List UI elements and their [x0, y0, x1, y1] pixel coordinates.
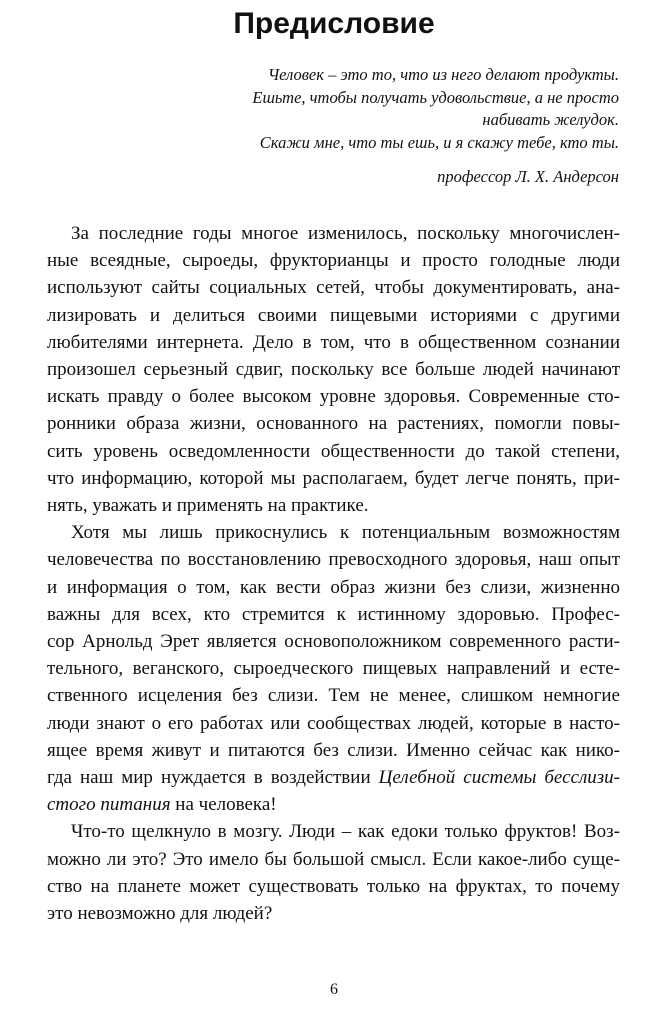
text-line: что информацию, которой мы располагаем, будет легче понять, при- [47, 467, 620, 489]
text-line [47, 791, 620, 818]
text-line: сить уровень осведомленности общественности до такой степени, [47, 440, 620, 462]
epigraph-line: набивать желудок. [482, 110, 619, 129]
paragraph-3 [47, 818, 620, 927]
text-normal: на человека! [170, 794, 277, 816]
paragraph-1 [47, 220, 620, 519]
text-line: сор Арнольд Эрет является основоположником современного расти- [47, 631, 620, 653]
text-line [47, 764, 620, 791]
text-line: это невозможно для людей? [47, 903, 273, 925]
paragraph-2 [47, 519, 620, 818]
body-text [47, 220, 620, 927]
epigraph-author: профессор Л. Х. Андерсон [437, 167, 619, 186]
text-line: люди знают о его работах или сообществах людей, которые в насто- [47, 712, 620, 734]
epigraph-line: Скажи мне, что ты ешь, и я скажу тебе, кто ты. [259, 132, 619, 152]
text-line: лизировать и делиться своими пищевыми историями с другими [47, 304, 620, 326]
text-line: тельного, веганского, сыроедческого пищевых направлений и есте- [47, 658, 620, 680]
chapter-title: Предисловие [233, 7, 435, 40]
text-line: важны для всех, кто стремится к истинному здоровью. Профес- [47, 603, 620, 625]
epigraph-line: Ешьте, чтобы получать удовольствие, а не просто [252, 87, 619, 107]
text-line: Что-то щелкнуло в мозгу. Люди – как едоки только фруктов! Воз- [71, 821, 620, 843]
text-line: ные всеядные, сыроеды, фрукторианцы и просто голодные люди [47, 250, 620, 272]
text-line: нять, уважать и применять на практике. [47, 495, 369, 517]
text-line: человечества по восстановлению превосходного здоровья, наш опыт [47, 549, 620, 571]
text-normal: гда наш мир нуждается в воздействии [47, 767, 379, 789]
book-title-italic: Целебной системы бесслизи- [378, 767, 620, 789]
text-line: искать правду о более высоком уровне здоровья. Современные сто- [47, 386, 620, 408]
text-line: используют сайты социальных сетей, чтобы документировать, ана- [47, 277, 620, 299]
text-line: ственного исцеления без слизи. Тем не менее, слишком немногие [47, 685, 620, 707]
book-title-italic: стого питания [47, 794, 171, 816]
text-line: За последние годы многое изменилось, поскольку многочислен- [71, 223, 620, 244]
text-line: ство на планете может существовать только на фруктах, то почему [47, 875, 620, 897]
text-line: ронники образа жизни, основанного на растениях, помогли повы- [47, 413, 620, 435]
epigraph [159, 64, 619, 189]
text-line: Хотя мы лишь прикоснулись к потенциальным возможностям [71, 522, 620, 544]
text-line: произошел серьезный сдвиг, поскольку все больше людей начинают [47, 359, 620, 381]
text-line: и информация о том, как вести образ жизни без слизи, жизненно [47, 576, 620, 598]
text-line: можно ли это? Это имело бы большой смысл. Если какое-либо суще- [47, 848, 620, 870]
text-line: ящее время живут и питаются без слизи. Именно сейчас как нико- [47, 739, 620, 761]
text-line: любителями интернета. Дело в том, что в общественном сознании [47, 331, 620, 353]
page-number: 6 [330, 981, 338, 998]
epigraph-line: Человек – это то, что из него делают продукты. [267, 65, 619, 84]
